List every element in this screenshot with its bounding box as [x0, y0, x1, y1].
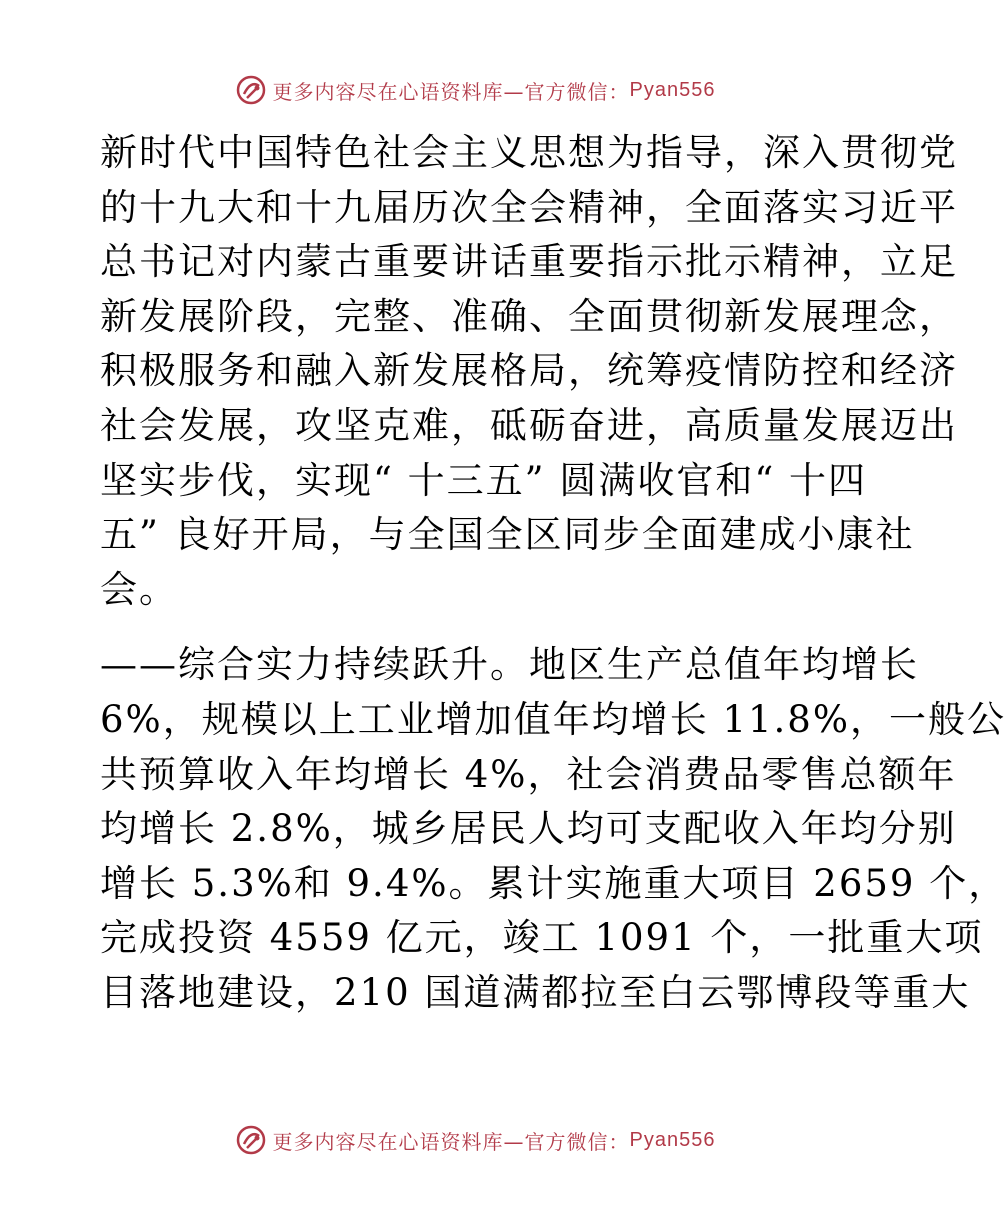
- text-line: 积极服务和融入新发展格局，统筹疫情防控和经济: [100, 349, 958, 393]
- watermark-footer: [0, 1120, 950, 1160]
- watermark-text: 更多内容尽在心语资料库—官方微信：: [272, 79, 630, 104]
- document-body: [100, 126, 1007, 1021]
- text-line: 增长 5.3%和 9.4%。累计实施重大项目 2659 个，: [100, 861, 1007, 905]
- paragraph-gap: [100, 617, 852, 638]
- logo-icon: [235, 74, 267, 106]
- text-line: 社会发展，攻坚克难，砥砺奋进，高质量发展迈出: [100, 403, 958, 447]
- text-line: 目落地建设，210 国道满都拉至白云鄂博段等重大: [100, 970, 971, 1014]
- text-line: 坚实步伐，实现“ 十三五” 圆满收官和“ 十四: [100, 458, 868, 502]
- watermark-header: [0, 70, 950, 110]
- text-line: 会。: [100, 567, 178, 611]
- text-line: 总书记对内蒙古重要讲话重要指示批示精神，立足: [100, 240, 958, 284]
- text-line: 的十九大和十九届历次全会精神，全面落实习近平: [100, 185, 958, 229]
- watermark-id: Pyan556: [629, 1128, 716, 1151]
- logo-icon: [235, 1124, 267, 1156]
- watermark-id: Pyan556: [629, 78, 716, 101]
- paragraph: [100, 126, 958, 617]
- text-line: 五” 良好开局，与全国全区同步全面建成小康社: [100, 513, 915, 557]
- text-line: 完成投资 4559 亿元，竣工 1091 个，一批重大项: [100, 916, 984, 960]
- text-line: 均增长 2.8%，城乡居民人均可支配收入年均分别: [100, 807, 957, 851]
- text-line: ——综合实力持续跃升。地区生产总值年均增长: [100, 643, 919, 687]
- text-line: 新发展阶段，完整、准确、全面贯彻新发展理念，: [100, 294, 958, 338]
- text-line: 新时代中国特色社会主义思想为指导，深入贯彻党: [100, 131, 958, 174]
- watermark-text: 更多内容尽在心语资料库—官方微信：: [272, 1129, 630, 1154]
- text-line: 6%，规模以上工业增加值年均增长 11.8%，一般公: [100, 697, 1006, 741]
- paragraph: [100, 638, 1007, 1020]
- text-line: 共预算收入年均增长 4%，社会消费品零售总额年: [100, 752, 957, 796]
